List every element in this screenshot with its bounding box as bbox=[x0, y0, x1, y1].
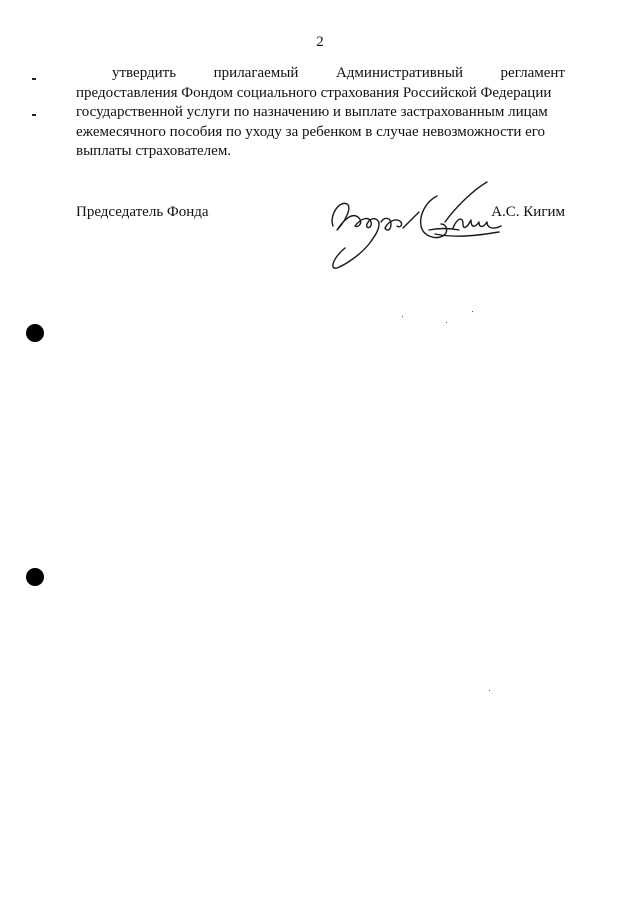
paragraph-line: государственной услуги по назначению и выплате застрахованным лицам bbox=[76, 104, 548, 120]
handwritten-signature bbox=[325, 178, 515, 273]
page-number: 2 bbox=[316, 34, 324, 50]
paragraph-word: Административный bbox=[335, 65, 463, 81]
scan-speck bbox=[402, 316, 403, 317]
paragraph-line: предоставления Фондом социального страхования Российской Федерации bbox=[76, 84, 552, 101]
margin-mark bbox=[32, 78, 36, 80]
binder-hole bbox=[26, 568, 44, 586]
paragraph-line: выплаты страхователем. bbox=[76, 143, 232, 159]
scan-speck bbox=[446, 322, 447, 323]
paragraph-word: прилагаемый bbox=[213, 65, 299, 81]
scan-speck bbox=[489, 690, 490, 691]
binder-hole bbox=[26, 324, 44, 342]
paragraph-first-line bbox=[76, 64, 565, 84]
margin-mark bbox=[32, 114, 36, 116]
paragraph-word: утвердить bbox=[112, 65, 177, 81]
scan-speck bbox=[472, 311, 473, 312]
paragraph-line: ежемесячного пособия по уходу за ребенком в случае невозможности его bbox=[76, 123, 546, 140]
signer-name: А.С. Кигим bbox=[491, 204, 565, 220]
signer-position: Председатель Фонда bbox=[76, 204, 209, 220]
resolution-paragraph bbox=[76, 64, 565, 162]
paragraph-word: регламент bbox=[500, 65, 565, 81]
